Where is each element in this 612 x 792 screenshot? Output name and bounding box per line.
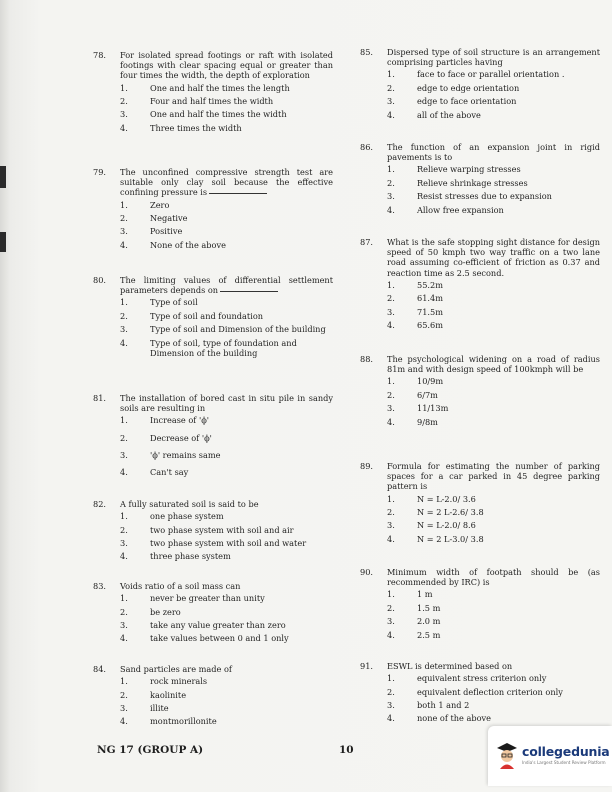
question-number: 91. xyxy=(360,661,374,671)
question-88 xyxy=(360,354,600,430)
options-list xyxy=(387,164,600,214)
question-stem: The installation of bored cast in situ pile in sandy soils are resulting in xyxy=(120,393,333,414)
option: 2. 1.5 m xyxy=(387,602,441,613)
question-number: 79. xyxy=(93,167,107,177)
question-82 xyxy=(93,499,333,565)
option: 4. all of the above xyxy=(387,109,481,120)
question-81 xyxy=(93,393,333,480)
option: 1. rock minerals xyxy=(120,676,208,687)
option: 2. edge to edge orientation xyxy=(387,82,520,93)
question-85 xyxy=(360,47,600,123)
question-number: 84. xyxy=(93,664,107,674)
logo-tagline: India's Largest Student Review Platform xyxy=(522,760,606,765)
page-number: 10 xyxy=(339,744,354,756)
option: 4. Three times the width xyxy=(120,122,242,133)
question-number: 88. xyxy=(360,354,374,364)
question-83 xyxy=(93,581,333,647)
options-list xyxy=(120,83,333,133)
question-stem: For isolated spread footings or raft with isolated footings with clear spacing equal or greater than four times the width, the depth of exploration xyxy=(120,50,333,81)
options-list xyxy=(120,415,333,477)
question-number: 87. xyxy=(360,237,374,247)
option: 3. One and half the times the width xyxy=(120,109,287,120)
options-list xyxy=(120,511,333,561)
option: 4. take values between 0 and 1 only xyxy=(120,633,289,644)
option: 1. Increase of 'ϕ' xyxy=(120,415,210,426)
option: 3. 'ϕ' remains same xyxy=(120,449,221,460)
options-list xyxy=(387,376,600,426)
binding-mark xyxy=(0,166,6,188)
options-list xyxy=(387,69,600,119)
option: 3. N = L-2.0/ 8.6 xyxy=(387,520,476,531)
option: 2. Relieve shrinkage stresses xyxy=(387,177,528,188)
option: 1. one phase system xyxy=(120,511,224,522)
question-stem: Minimum width of footpath should be (as recommended by IRC) is xyxy=(387,567,600,588)
option: 3. edge to face orientation xyxy=(387,96,517,107)
question-number: 90. xyxy=(360,567,374,577)
option: 3. two phase system with soil and water xyxy=(120,537,307,548)
option: 4. 2.5 m xyxy=(387,629,441,640)
options-list xyxy=(387,589,600,639)
option: 3. Resist stresses due to expansion xyxy=(387,191,552,202)
option: 1. equivalent stress criterion only xyxy=(387,673,547,684)
question-stem: The unconfined compressive strength test are suitable only clay soil because the effective confining pressure is xyxy=(120,167,333,198)
option: 1. 55.2m xyxy=(387,279,443,290)
options-list xyxy=(387,280,600,330)
option: 4. none of the above xyxy=(387,713,492,724)
question-number: 85. xyxy=(360,47,374,57)
question-stem: The limiting values of differential settlement parameters depends on xyxy=(120,275,333,296)
question-84 xyxy=(93,664,333,730)
question-86 xyxy=(360,142,600,218)
option: 1. 1 m xyxy=(387,589,433,600)
option: 1. Relieve warping stresses xyxy=(387,164,521,175)
options-list xyxy=(120,593,333,643)
option: 4. 9/8m xyxy=(387,416,438,427)
option: 2. 6/7m xyxy=(387,389,438,400)
option: 2. be zero xyxy=(120,606,181,617)
option: 1. 10/9m xyxy=(387,376,444,387)
question-number: 83. xyxy=(93,581,107,591)
option: 3. illite xyxy=(120,702,169,713)
options-list xyxy=(120,200,333,250)
option: 4. montmorillonite xyxy=(120,716,217,727)
paper-code: NG 17 (GROUP A) xyxy=(97,744,204,756)
option: 2. two phase system with soil and air xyxy=(120,524,294,535)
options-list xyxy=(387,673,600,723)
option: 4. N = 2 L-3.0/ 3.8 xyxy=(387,533,484,544)
option: 2. Type of soil and foundation xyxy=(120,310,264,321)
answer-blank xyxy=(209,193,267,194)
question-91 xyxy=(360,661,600,727)
option: 1. Zero xyxy=(120,199,170,210)
option: 3. both 1 and 2 xyxy=(387,699,470,710)
option: 2. kaolinite xyxy=(120,689,187,700)
collegedunia-logo[interactable] xyxy=(488,726,612,786)
logo-brand-name: collegedunia xyxy=(522,744,610,759)
answer-blank xyxy=(220,291,278,292)
question-stem: The psychological widening on a road of radius 81m and with design speed of 100kmph will be xyxy=(387,354,600,375)
question-87 xyxy=(360,237,600,333)
option: 2. 61.4m xyxy=(387,293,443,304)
question-number: 82. xyxy=(93,499,107,509)
question-stem: Formula for estimating the number of parking spaces for a car parked in 45 degree parking pattern is xyxy=(387,461,600,492)
option: 4. three phase system xyxy=(120,551,231,562)
binding-mark xyxy=(0,232,6,252)
question-89 xyxy=(360,461,600,547)
option: 4. Type of soil, type of foundation and Dimension of the building xyxy=(120,337,297,358)
option: 3. take any value greater than zero xyxy=(120,619,286,630)
question-78 xyxy=(93,50,333,136)
option: 1. Type of soil xyxy=(120,297,198,308)
question-stem: What is the safe stopping sight distance for design speed of 50 kmph two way traffic on a two lane road assuming co-efficient of friction as 0.37 and reaction time as 2.5 second. xyxy=(387,237,600,278)
option: 1. face to face or parallel orientation . xyxy=(387,69,565,80)
option: 2. Four and half times the width xyxy=(120,96,274,106)
option: 2. Decrease of 'ϕ' xyxy=(120,432,212,443)
option: 2. Negative xyxy=(120,213,188,223)
question-stem: A fully saturated soil is said to be xyxy=(120,499,259,509)
question-80 xyxy=(93,275,333,361)
graduate-mascot-icon xyxy=(496,742,518,770)
question-90 xyxy=(360,567,600,643)
option: 2. equivalent deflection criterion only xyxy=(387,686,563,697)
option: 4. Can't say xyxy=(120,467,189,478)
option: 3. 11/13m xyxy=(387,403,449,414)
options-list xyxy=(387,494,600,544)
question-stem: The function of an expansion joint in rigid pavements is to xyxy=(387,142,600,163)
question-number: 78. xyxy=(93,50,107,60)
option: 2. N = 2 L-2.6/ 3.8 xyxy=(387,507,484,517)
option: 4. Allow free expansion xyxy=(387,204,504,215)
option: 3. 71.5m xyxy=(387,306,443,317)
option: 3. Type of soil and Dimension of the building xyxy=(120,324,326,335)
question-stem: ESWL is determined based on xyxy=(387,661,513,671)
question-stem: Sand particles are made of xyxy=(120,664,232,674)
question-79 xyxy=(93,167,333,253)
option: 3. 2.0 m xyxy=(387,616,441,627)
question-number: 86. xyxy=(360,142,374,152)
option: 1. One and half the times the length xyxy=(120,82,290,93)
question-number: 81. xyxy=(93,393,107,403)
question-stem: Dispersed type of soil structure is an arrangement comprising particles having xyxy=(387,47,600,68)
question-number: 89. xyxy=(360,461,374,471)
options-list xyxy=(120,297,333,358)
option: 4. 65.6m xyxy=(387,319,443,330)
option: 3. Positive xyxy=(120,226,183,237)
question-number: 80. xyxy=(93,275,107,285)
options-list xyxy=(120,676,333,726)
option: 1. N = L-2.0/ 3.6 xyxy=(387,493,476,504)
question-stem: Voids ratio of a soil mass can xyxy=(120,581,241,591)
option: 4. None of the above xyxy=(120,239,226,250)
option: 1. never be greater than unity xyxy=(120,593,265,604)
